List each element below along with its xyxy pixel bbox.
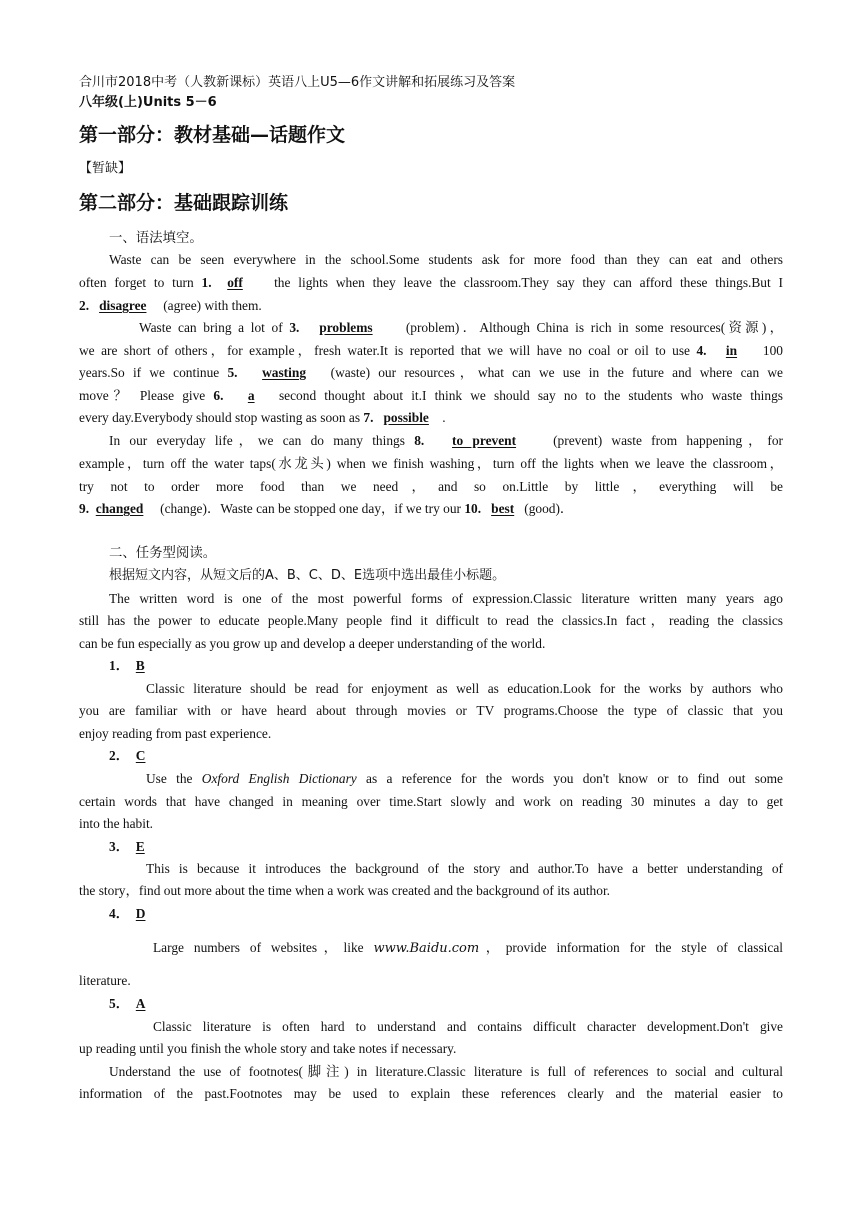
s1-line-1: Waste can be seen everywhere in the school.Some students ask for more food than they can eat and others bbox=[109, 252, 783, 267]
blank-answer: problems bbox=[319, 320, 373, 335]
s1-line-10: example，turn off the water taps(水龙头) when we finish washing，turn off the lights when we leave the classroom， bbox=[79, 456, 783, 471]
p7-line-2: information of the past.Footnotes may be used to explain these references clearly and the material easier to bbox=[79, 1086, 783, 1101]
blank-answer: wasting bbox=[262, 365, 307, 380]
s1-line-12: 9. changed (change)．Waste can be stopped one day，if we try our 10. best (good)． bbox=[79, 501, 574, 516]
section1-title: 一、语法填空。 bbox=[109, 231, 203, 246]
question-2: 2． C bbox=[109, 748, 146, 763]
p3-line-1: Use the Oxford English Dictionary as a reference for the words you don't know or to find out some bbox=[146, 771, 783, 786]
blank-number: 1. bbox=[201, 275, 212, 290]
blank-answer: a bbox=[247, 388, 255, 403]
p6-line-2: up reading until you finish the whole story and take notes if necessary. bbox=[79, 1041, 457, 1056]
s1-line-8: every day.Everybody should stop wasting as soon as 7. possible . bbox=[79, 410, 446, 425]
question-5: 5． A bbox=[109, 996, 146, 1011]
blank-answer: possible bbox=[383, 410, 429, 425]
p6-line-1: Classic literature is often hard to understand and contains difficult character development.Don't give bbox=[153, 1019, 783, 1034]
blank-number: 7. bbox=[363, 410, 374, 425]
blank-number: 3. bbox=[289, 320, 300, 335]
question-answer: C bbox=[135, 748, 146, 763]
p3-line-3: into the habit. bbox=[79, 816, 154, 831]
p4-line-1: This is because it introduces the background of the story and author.To have a better understanding of bbox=[146, 861, 783, 876]
blank-answer: disagree bbox=[99, 298, 147, 313]
s1-line-11: try not to order more food than we need，and so on.Little by little，everything will be bbox=[79, 479, 783, 494]
question-1: 1． B bbox=[109, 658, 145, 673]
s1-line-4: Waste can bring a lot of 3. problems (problem)．Although China is rich in some resources(资源)， bbox=[139, 320, 783, 335]
s1-line-9: In our everyday life，we can do many things 8. to prevent (prevent) waste from happening，for bbox=[109, 433, 784, 448]
p5-line-2: literature. bbox=[79, 973, 131, 988]
blank-answer: best bbox=[491, 501, 515, 516]
section2-title: 二、任务型阅读。 bbox=[109, 546, 217, 561]
blank-answer: in bbox=[725, 343, 738, 358]
blank-number: 8. bbox=[414, 433, 425, 448]
p3-line-2: certain words that have changed in meaning over time.Start slowly and work on reading 30 minutes a day to get bbox=[79, 794, 783, 809]
s1-line-3: 2. disagree (agree) with them. bbox=[79, 298, 262, 313]
p1-line-3: can be fun especially as you grow up and develop a deeper understanding of the world. bbox=[79, 636, 546, 651]
question-4: 4． D bbox=[109, 906, 146, 921]
s1-line-2: often forget to turn 1. off the lights when they leave the classroom.They say they can afford these things.But I bbox=[79, 275, 783, 290]
blank-number: 6. bbox=[213, 388, 224, 403]
s1-line-5: we are short of others，for example，fresh water.It is reported that we will have no coal or oil to use 4. in 100 bbox=[79, 343, 783, 358]
blank-answer: to prevent bbox=[452, 433, 517, 448]
question-answer: B bbox=[135, 658, 145, 673]
p2-line-3: enjoy reading from past experience. bbox=[79, 726, 272, 741]
blank-answer: off bbox=[227, 275, 243, 290]
part2-title: 第二部分：基础跟踪训练 bbox=[79, 192, 289, 214]
part1-note: 【暂缺】 bbox=[79, 161, 132, 176]
p2-line-1: Classic literature should be read for enjoyment as well as education.Look for the works by authors who bbox=[146, 681, 783, 696]
question-3: 3． E bbox=[109, 839, 145, 854]
blank-number: 9. bbox=[79, 501, 90, 516]
p1-line-2: still has the power to educate people.Many people find it difficult to read the classics.In fact，reading the classics bbox=[79, 613, 783, 628]
p5-line-1: Large numbers of websites，like www.Baidu.com，provide information for the style of classical bbox=[153, 940, 783, 956]
website-link: www.Baidu.com bbox=[373, 941, 480, 956]
grade-units: 八年级(上)Units 5－6 bbox=[79, 95, 217, 110]
s1-line-7: move？ Please give 6. a second thought about it.I think we should say no to the students who waste things bbox=[79, 388, 783, 403]
s1-line-6: years.So if we continue 5. wasting (waste) our resources，what can we use in the future and where can we bbox=[79, 365, 784, 380]
blank-number: 2. bbox=[79, 298, 90, 313]
document-title: 合川市2018中考（人教新课标）英语八上U5—6作文讲解和拓展练习及答案 bbox=[79, 75, 516, 90]
p2-line-2: you are familiar with or have heard about through movies or TV programs.Choose the type of classic that you bbox=[79, 703, 783, 718]
question-answer: A bbox=[135, 996, 146, 1011]
p1-line-1: The written word is one of the most powerful forms of expression.Classic literature written many years ago bbox=[109, 591, 783, 606]
blank-number: 5. bbox=[227, 365, 238, 380]
blank-number: 10. bbox=[464, 501, 482, 516]
blank-answer: changed bbox=[95, 501, 144, 516]
part1-title: 第一部分：教材基础—话题作文 bbox=[79, 124, 346, 146]
section2-instruction: 根据短文内容，从短文后的A、B、C、D、E选项中选出最佳小标题。 bbox=[109, 568, 506, 583]
question-answer: E bbox=[135, 839, 145, 854]
p4-line-2: the story，find out more about the time when a work was created and the background of its author. bbox=[79, 883, 611, 898]
blank-number: 4. bbox=[696, 343, 707, 358]
dictionary-title: Oxford English Dictionary bbox=[201, 771, 357, 786]
question-answer: D bbox=[135, 906, 146, 921]
p7-line-1: Understand the use of footnotes(脚注) in literature.Classic literature is full of references to social and cultural bbox=[109, 1064, 783, 1079]
